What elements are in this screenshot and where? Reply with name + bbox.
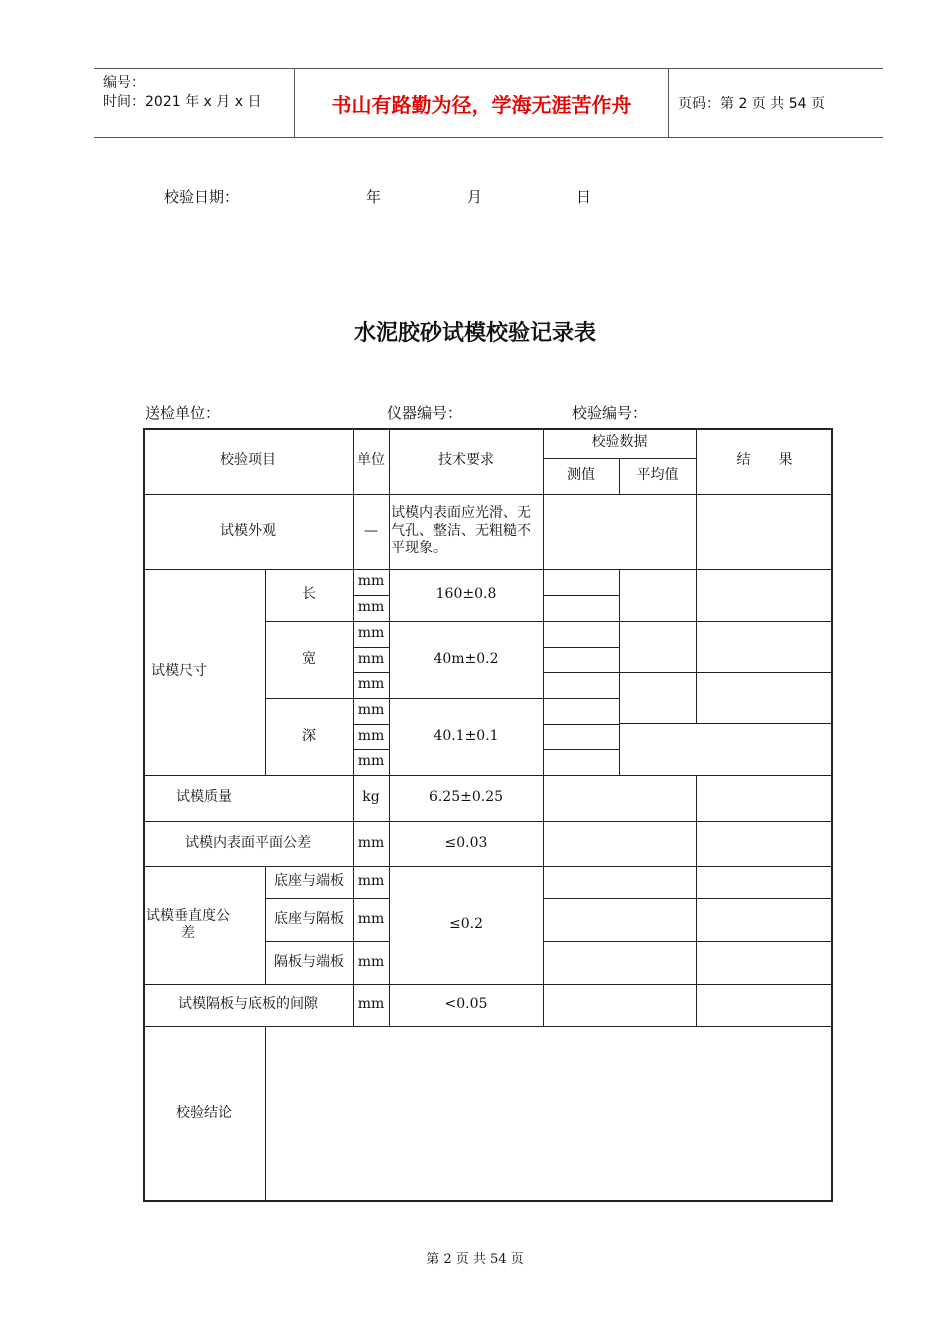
header-meta [94,69,294,137]
perpendicularity-sub-2: 底座与隔板 [274,910,344,927]
perpendicularity-item: 试模垂直度公差 [146,907,230,941]
instrument-number-label: 仪器编号： [387,404,463,422]
appearance-requirement: 试模内表面应光滑、无气孔、整洁、无粗糙不平现象。 [391,505,531,557]
appearance-item: 试模外观 [220,522,276,539]
header-average: 平均值 [636,467,679,484]
size-unit-7: mm [357,727,385,744]
size-length-label: 长 [302,586,316,603]
header-measured: 测值 [567,467,595,484]
size-width-requirement: 40m±0.2 [433,650,499,667]
perpendicularity-requirement: ≤0.2 [449,916,483,933]
number-label: 编号： [103,75,145,91]
size-unit-6: mm [357,702,385,719]
size-unit-4: mm [357,650,385,667]
perpendicularity-unit-1: mm [357,873,385,890]
record-table [143,428,833,1202]
size-item: 试模尺寸 [151,663,207,680]
gap-unit: mm [357,996,385,1013]
size-unit-5: mm [357,676,385,693]
size-length-requirement: 160±0.8 [435,586,497,603]
flatness-item: 试模内表面平面公差 [185,834,311,851]
appearance-unit: — [364,522,378,539]
date-day: 日 [576,188,592,206]
check-date-label: 校验日期： [164,188,240,206]
size-unit-8: mm [357,753,385,770]
conclusion-label: 校验结论 [176,1105,232,1122]
sender-label: 送检单位： [145,404,221,422]
size-unit-3: mm [357,625,385,642]
conclusion-field[interactable] [267,1028,829,1198]
perpendicularity-unit-2: mm [357,910,385,927]
header-unit: 单位 [357,452,385,469]
size-unit-2: mm [357,599,385,616]
gap-requirement: <0.05 [444,996,488,1013]
perpendicularity-sub-3: 隔板与端板 [274,953,344,970]
mass-unit: kg [362,789,380,806]
perpendicularity-sub-1: 底座与端板 [274,873,344,890]
header-item: 校验项目 [220,452,276,469]
time-label: 时间：2021 年 x 月 x 日 [103,94,262,110]
size-unit-1: mm [357,573,385,590]
document-title: 水泥胶砂试模校验记录表 [353,321,596,346]
header-page-number: 页码：第 2 页 共 54 页 [678,96,825,112]
flatness-unit: mm [357,834,385,851]
perpendicularity-unit-3: mm [357,953,385,970]
date-year: 年 [366,188,382,206]
header-requirement: 技术要求 [438,452,494,469]
size-depth-label: 深 [302,727,316,744]
gap-item: 试模隔板与底板的间隙 [178,996,318,1013]
flatness-requirement: ≤0.03 [444,834,488,851]
header-data: 校验数据 [591,434,648,451]
mass-requirement: 6.25±0.25 [428,789,504,806]
header-motto: 书山有路勤为径，学海无涯苦作舟 [294,69,669,137]
page-footer: 第 2 页 共 54 页 [426,1252,524,1267]
mass-item: 试模质量 [176,789,232,806]
size-depth-requirement: 40.1±0.1 [433,727,499,744]
page-header [94,68,883,138]
header-result: 结 果 [736,452,793,469]
check-number-label: 校验编号： [572,404,648,422]
date-month: 月 [467,188,483,206]
size-width-label: 宽 [302,650,316,667]
